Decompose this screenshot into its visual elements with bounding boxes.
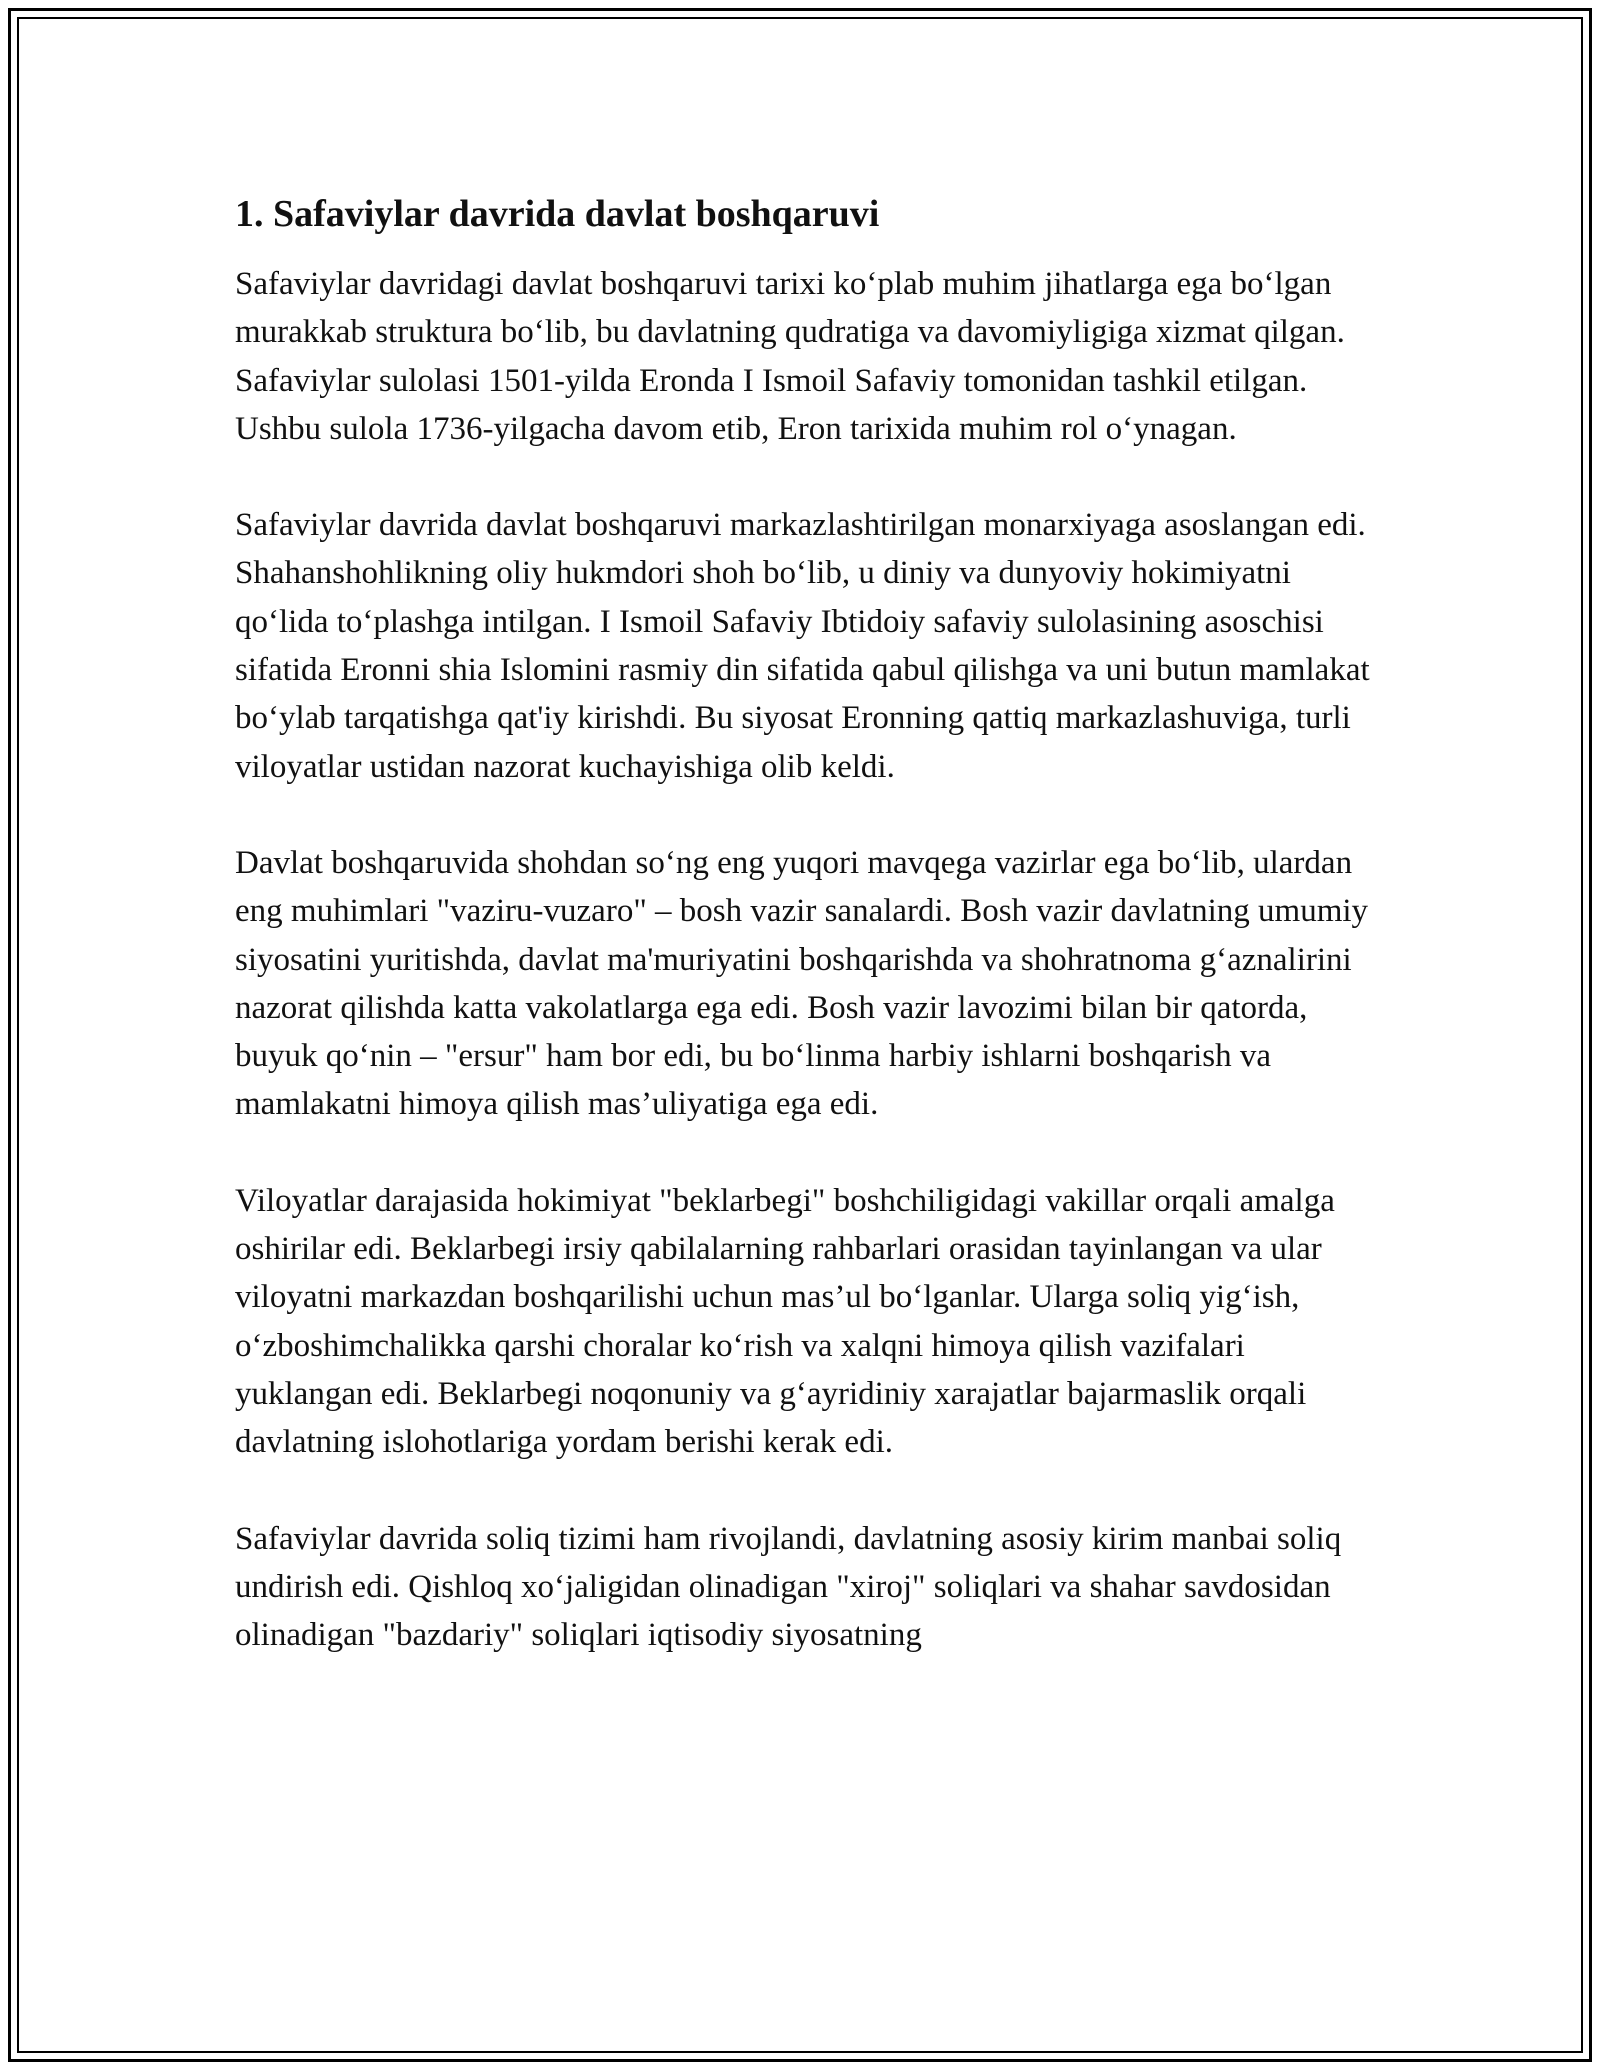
section-heading: 1. Safaviylar davrida davlat boshqaruvi (235, 193, 880, 235)
paragraph-2: Safaviylar davrida davlat boshqaruvi markazlashtirilgan monarxiyaga asoslangan edi. Shahanshohlikning oliy hukmdori shoh bo‘lib, u diniy va dunyoviy hokimiyatni qo‘lida to‘plashga intilgan. I Ismoil Safaviy Ibtidoiy safaviy sulolasining asoschisi sifatida Eronni shia Islomini rasmiy din sifatida qabul qilishga va uni butun mamlakat bo‘ylab tarqatishga qat'iy kirishdi. Bu siyosat Eronning qattiq markazlashuviga, turli viloyatlar ustidan nazorat kuchayishiga olib keldi. (235, 507, 1370, 785)
document-body (235, 188, 1375, 1707)
paragraph-1: Safaviylar davridagi davlat boshqaruvi tarixi ko‘plab muhim jihatlarga ega bo‘lgan murakkab struktura bo‘lib, bu davlatning qudratiga va davomiyligiga xizmat qilgan. Safaviylar sulolasi 1501-yilda Eronda I Ismoil Safaviy tomonidan tashkil etilgan. Ushbu sulola 1736-yilgacha davom etib, Eron tarixida muhim rol o‘ynagan. (235, 266, 1345, 447)
paragraph-3: Davlat boshqaruvida shohdan so‘ng eng yuqori mavqega vazirlar ega bo‘lib, ulardan eng muhimlari "vaziru-vuzaro" – bosh vazir sanalardi. Bosh vazir davlatning umumiy siyosatini yuritishda, davlat ma'muriyatini boshqarishda va shohratnoma g‘aznalirini nazorat qilishda katta vakolatlarga ega edi. Bosh vazir lavozimi bilan bir qatorda, buyuk qo‘nin – "ersur" ham bor edi, bu bo‘linma harbiy ishlarni boshqarish va mamlakatni himoya qilish mas’uliyatiga ega edi. (235, 844, 1369, 1123)
paragraph-4: Viloyatlar darajasida hokimiyat "beklarbegi" boshchiligidagi vakillar orqali amalga oshirilar edi. Beklarbegi irsiy qabilalarning rahbarlari orasidan tayinlangan va ular viloyatni markazdan boshqarilishi uchun mas’ul bo‘lganlar. Ularga soliq yig‘ish, o‘zboshimchalikka qarshi choralar ko‘rish va xalqni himoya qilish vazifalari yuklangan edi. Beklarbegi noqonuniy va g‘ayridiniy xarajatlar bajarmaslik orqali davlatning islohotlariga yordam berishi kerak edi. (235, 1182, 1335, 1461)
paragraph-5: Safaviylar davrida soliq tizimi ham rivojlandi, davlatning asosiy kirim manbai soliq undirish edi. Qishloq xo‘jaligidan olinadigan "xiroj" soliqlari va shahar savdosidan olinadigan "bazdariy" soliqlari iqtisodiy siyosatning (235, 1520, 1342, 1654)
